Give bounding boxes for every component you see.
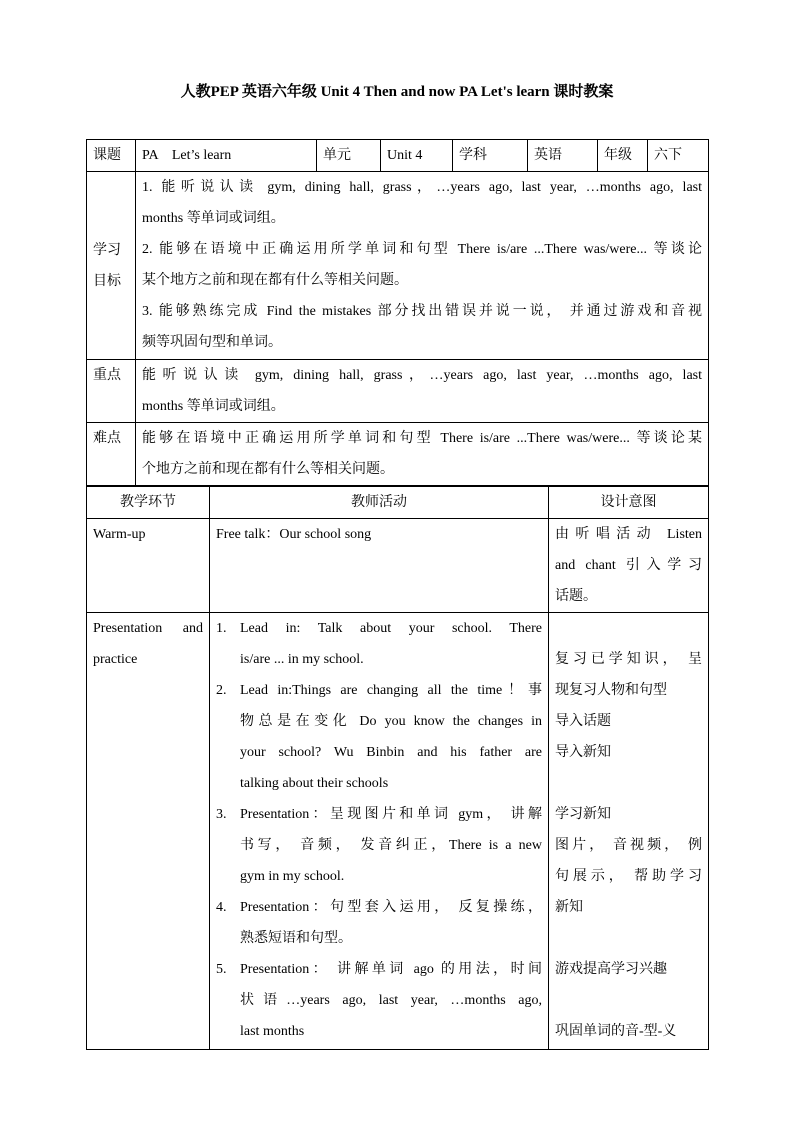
activity-text: Lead in:Things are changing all the time！事 [240,683,542,698]
intent-line [555,768,702,799]
key-content [136,360,709,423]
activity-text: Presentation：句型套入运用， 反复操练， [240,900,542,915]
key-label: 重点 [87,360,136,423]
header-activity: 教师活动 [210,487,549,519]
goal-line: 3. 能够熟练完成 Find the mistakes 部分找出错误并说一说， 并通过游戏和音视 [142,304,702,319]
goal-line: 频等巩固句型和单词。 [142,335,282,350]
activity-line [216,675,542,706]
presentation-intent [549,613,709,1050]
grade-label: 年级 [598,140,648,172]
difficult-label: 难点 [87,423,136,486]
activity-line [216,954,542,985]
activity-line [216,644,542,675]
intent-line: 由听唱活动 Listen [555,527,702,542]
intent-line: 现复习人物和句型 [555,683,667,698]
activity-text: gym in my school. [240,869,345,884]
activity-text: Lead in: Talk about your school. There [240,621,542,636]
intent-line: 图片， 音视频， 例 [555,838,702,853]
warmup-stage: Warm-up [87,519,210,613]
activity-text: last months [240,1024,305,1039]
item-number [216,737,240,768]
item-number: 4. [216,900,227,915]
activity-line [216,892,542,923]
activity-text: Presentation：呈现图片和单词 gym， 讲解 [240,807,542,822]
activity-line [216,830,542,861]
item-number [216,1016,240,1047]
key-line: months 等单词或词组。 [142,399,285,414]
activity-line [216,799,542,830]
intent-line [555,613,702,644]
subject-label: 学科 [453,140,528,172]
activity-text: 熟悉短语和句型。 [240,931,352,946]
activity-text: 状语…years ago, last year, …months ago, [240,993,542,1008]
activity-line [216,861,542,892]
presentation-activity [210,613,549,1050]
item-number [216,985,240,1016]
activity-text: Presentation： 讲解单词 ago 的用法，时间 [240,962,542,977]
topic-value: PA Let’s learn [136,140,317,172]
item-number [216,861,240,892]
activity-text: talking about their schools [240,776,389,791]
intent-line: 巩固单词的音-型-义 [555,1024,677,1039]
goal-line: 某个地方之前和现在都有什么等相关问题。 [142,273,408,288]
intent-line: 游戏提高学习兴趣 [555,962,667,977]
stage-line: Presentation and [93,621,203,636]
goals-content [136,172,709,360]
intent-line: 话题。 [555,589,597,604]
goal-line: months 等单词或词组。 [142,211,285,226]
warmup-intent [549,519,709,613]
activity-text: is/are ... in my school. [240,652,364,667]
activity-line [216,1016,542,1047]
difficult-line: 个地方之前和现在都有什么等相关问题。 [142,462,394,477]
goal-line: 2. 能够在语境中正确运用所学单词和句型 There is/are ...There was/were... 等谈论 [142,242,702,257]
unit-value: Unit 4 [381,140,453,172]
intent-line: 导入话题 [555,714,611,729]
item-number [216,830,240,861]
item-number [216,706,240,737]
item-number: 1. [216,621,227,636]
activity-text: your school? Wu Binbin and his father are [240,745,542,760]
activity-line [216,737,542,768]
stage-line: practice [93,652,138,667]
goal-line: 1. 能听说认读 gym, dining hall, grass，…years ago, last year, …months ago, last [142,180,702,195]
intent-line: 学习新知 [555,807,611,822]
goals-label-line: 学习 [93,242,121,258]
presentation-stage [87,613,210,1050]
item-number: 5. [216,962,227,977]
goals-label-line: 目标 [93,273,121,289]
header-intent: 设计意图 [549,487,709,519]
header-stage: 教学环节 [87,487,210,519]
item-number: 2. [216,683,227,698]
intent-line: 新知 [555,900,583,915]
unit-label: 单元 [317,140,381,172]
grade-value: 六下 [648,140,709,172]
intent-line [555,985,702,1016]
activity-line [216,706,542,737]
activity-text: 物总是在变化 Do you know the changes in [240,714,542,729]
intent-line: and chant 引入学习 [555,558,702,573]
activity-text: 书写， 音频， 发音纠正，There is a new [240,838,542,853]
topic-label: 课题 [87,140,136,172]
difficult-content [136,423,709,486]
item-number [216,644,240,675]
document-title: 人教PEP 英语六年级 Unit 4 Then and now PA Let's learn 课时教案 [180,84,614,100]
activity-line [216,768,542,799]
intent-line [555,923,702,954]
intent-line: 导入新知 [555,745,611,760]
difficult-line: 能够在语境中正确运用所学单词和句型 There is/are ...There was/were... 等谈论某 [142,431,702,446]
warmup-activity: Free talk：Our school song [210,519,549,613]
info-table [86,139,709,486]
activity-line [216,923,542,954]
intent-line: 复习已学知识， 呈 [555,652,702,667]
key-line: 能听说认读 gym, dining hall, grass，…years ago, last year, …months ago, last [142,368,702,383]
process-table [86,486,709,1050]
activity-line [216,985,542,1016]
item-number: 3. [216,807,227,822]
activity-line [216,613,542,644]
item-number [216,768,240,799]
subject-value: 英语 [528,140,598,172]
item-number [216,923,240,954]
intent-line: 句展示， 帮助学习 [555,869,702,884]
goals-label [87,172,136,360]
